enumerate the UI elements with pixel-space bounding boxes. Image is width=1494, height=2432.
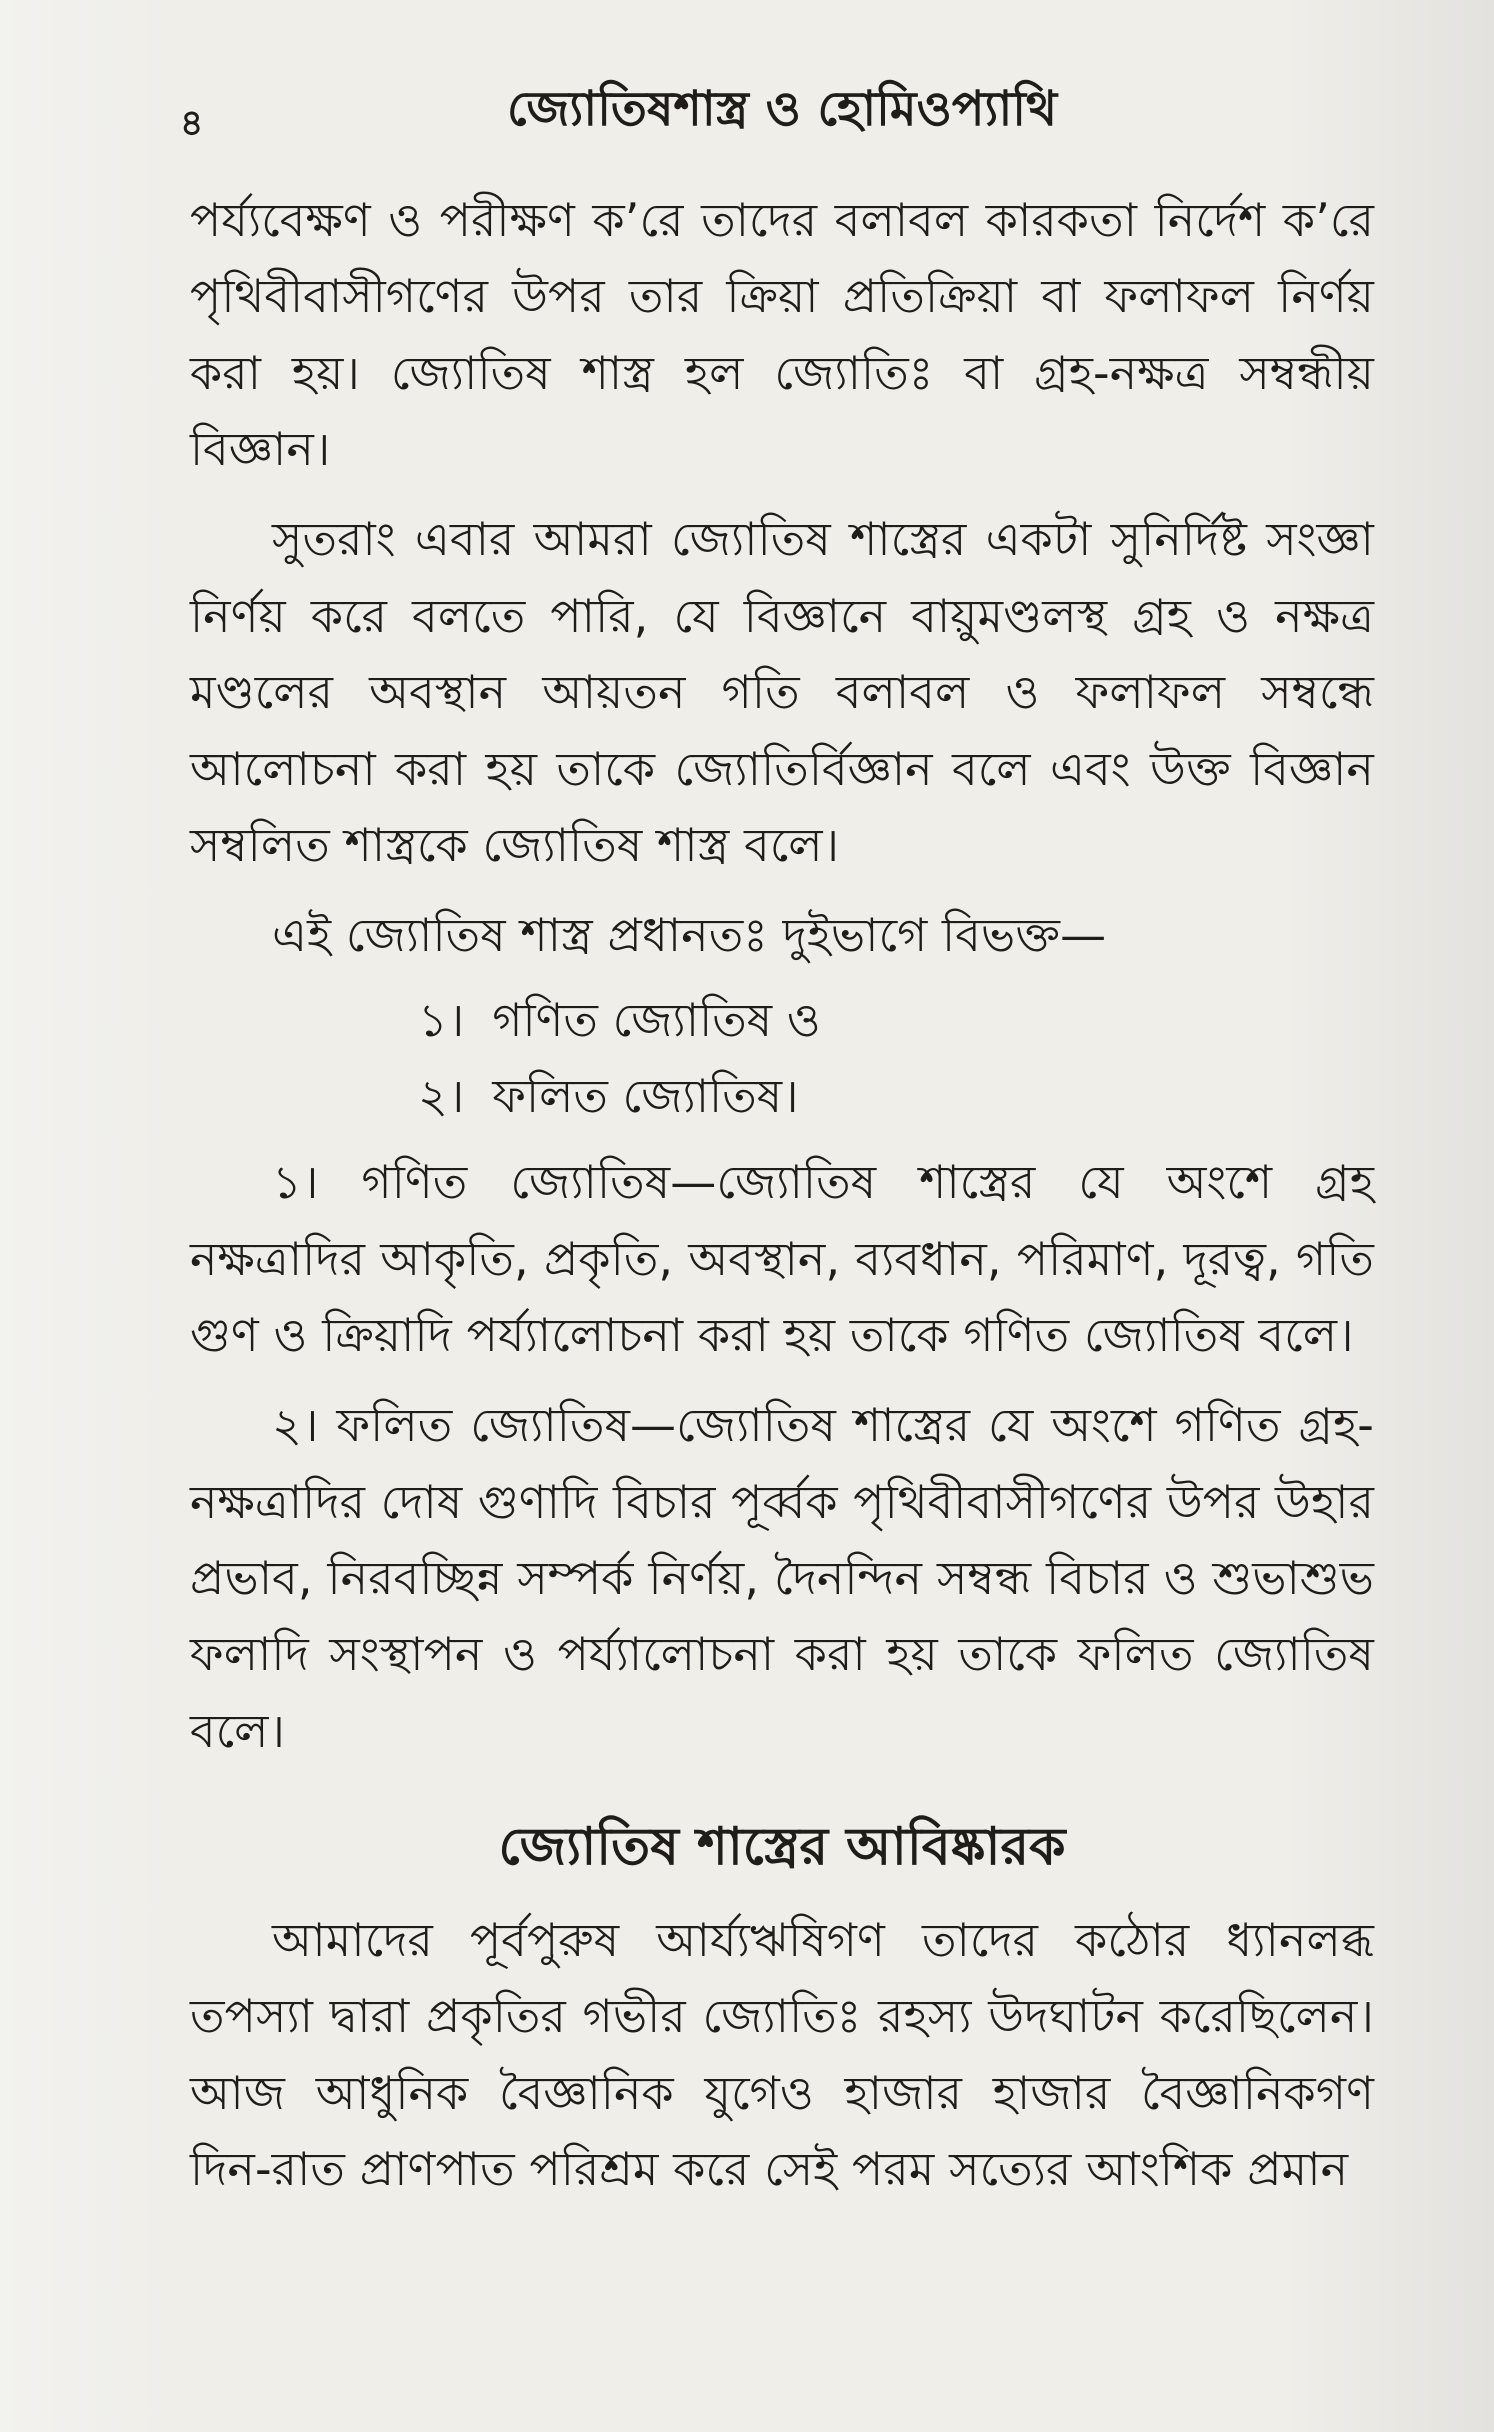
running-head: জ্যোতিষশাস্ত্র ও হোমিওপ্যাথি bbox=[506, 81, 1058, 137]
page-header bbox=[180, 60, 1374, 170]
paragraph-1: পর্য্যবেক্ষণ ও পরীক্ষণ ক’রে তাদের বলাবল কারকতা নির্দেশ ক’রে পৃথিবীবাসীগণের উপর তার ক্রিয়া প্রতিক্রিয়া বা ফলাফল নির্ণয় করা হয়। জ্যোতিষ শাস্ত্র হল জ্যোতিঃ বা গ্রহ-নক্ষত্র সম্বন্ধীয় বিজ্ঞান। bbox=[190, 193, 1374, 477]
paragraph-3: এই জ্যোতিষ শাস্ত্র প্রধানতঃ দুইভাগে বিভক্ত— bbox=[272, 908, 1107, 963]
section-heading: জ্যোতিষ শাস্ত্রের আবিষ্কারক bbox=[498, 1817, 1066, 1878]
definition-phalit: ২। ফলিত জ্যোতিষ—জ্যোতিষ শাস্ত্রের যে অংশে গণিত গ্রহ-নক্ষত্রাদির দোষ গুণাদি বিচার পূর্ব্বক পৃথিবীবাসীগণের উপর উহার প্রভাব, নিরবচ্ছিন্ন সম্পর্ক নির্ণয়, দৈনন্দিন সম্বন্ধ বিচার ও শুভাশুভ ফলাদি সংস্থাপন ও পর্য্যালোচনা করা হয় তাকে ফলিত জ্যোতিষ বলে। bbox=[190, 1398, 1374, 1758]
list-number: ২। bbox=[418, 1068, 465, 1123]
list-text: ফলিত জ্যোতিষ। bbox=[492, 1068, 799, 1123]
division-list-item bbox=[418, 1058, 1374, 1134]
division-list-item bbox=[418, 982, 1374, 1058]
page-body bbox=[190, 182, 1374, 2207]
list-number: ১। bbox=[418, 992, 465, 1047]
final-paragraph: আমাদের পূর্বপুরুষ আর্য্যঋষিগণ তাদের কঠোর ধ্যানলব্ধ তপস্যা দ্বারা প্রকৃতির গভীর জ্যোতিঃ রহস্য উদঘাটন করেছিলেন। আজ আধুনিক বৈজ্ঞানিক যুগেও হাজার হাজার বৈজ্ঞানিকগণ দিন-রাত প্রাণপাত পরিশ্রম করে সেই পরম সত্যের আংশিক প্রমান bbox=[190, 1912, 1374, 2197]
definition-ganit: ১। গণিত জ্যোতিষ—জ্যোতিষ শাস্ত্রের যে অংশে গ্রহ নক্ষত্রাদির আকৃতি, প্রকৃতি, অবস্থান, ব্যবধান, পরিমাণ, দূরত্ব, গতি গুণ ও ক্রিয়াদি পর্য্যালোচনা করা হয় তাকে গণিত জ্যোতিষ বলে। bbox=[190, 1155, 1374, 1363]
paragraph-2: সুতরাং এবার আমরা জ্যোতিষ শাস্ত্রের একটা সুনির্দিষ্ট সংজ্ঞা নির্ণয় করে বলতে পারি, যে বিজ্ঞানে বায়ুমণ্ডলস্থ গ্রহ ও নক্ষত্র মণ্ডলের অবস্থান আয়তন গতি বলাবল ও ফলাফল সম্বন্ধে আলোচনা করা হয় তাকে জ্যোতির্বিজ্ঞান বলে এবং উক্ত বিজ্ঞান সম্বলিত শাস্ত্রকে জ্যোতিষ শাস্ত্র বলে। bbox=[190, 512, 1374, 872]
list-text: গণিত জ্যোতিষ ও bbox=[492, 992, 821, 1047]
division-list bbox=[190, 982, 1374, 1135]
page-number: ৪ bbox=[180, 103, 204, 144]
